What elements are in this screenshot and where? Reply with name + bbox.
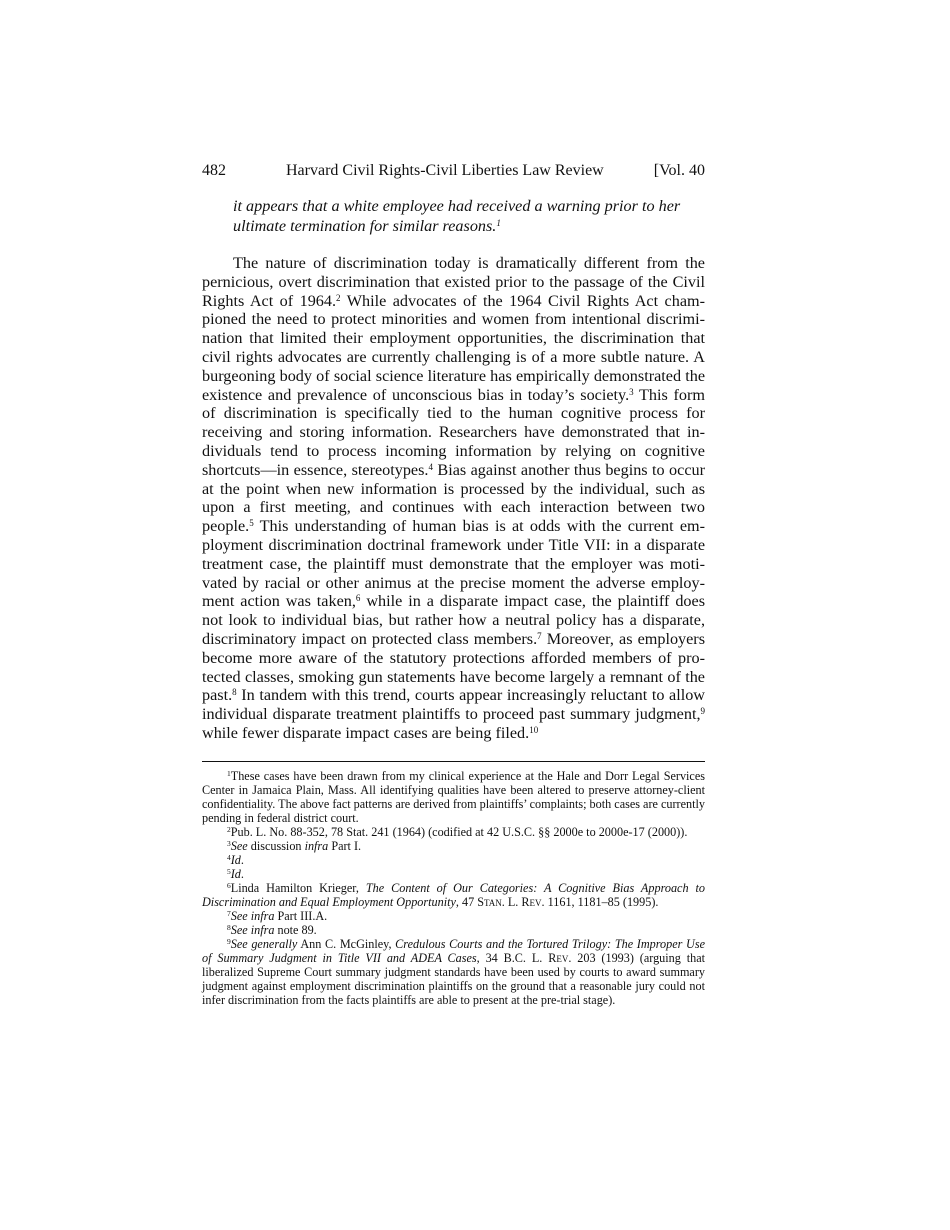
body-sentence: Bias against another thus begins to occur at the point when new information is processed by the individual, such as upon a first meeting, and continues with each interaction between two people. bbox=[202, 460, 705, 536]
footnote-2 bbox=[202, 825, 705, 839]
signal: Id bbox=[230, 867, 241, 882]
footnote-title: Credulous Courts and the Tortured Trilogy: The Improper Use of Summary Judgment in Title VII and ADEA Cases bbox=[202, 937, 706, 966]
footnote-number: 9 bbox=[227, 937, 231, 947]
block-quote bbox=[233, 196, 683, 236]
footnote-9 bbox=[202, 937, 705, 1007]
footnote-reporter: Stan. L. Rev. bbox=[477, 895, 545, 910]
footnote-text: Pub. L. No. 88-352, 78 Stat. 241 (1964) (codified at 42 U.S.C. §§ 2000e to 2000e-17 (2000)). bbox=[230, 825, 688, 840]
footnote-ref: 4 bbox=[428, 461, 433, 472]
footnote-5 bbox=[202, 867, 705, 881]
footnote-author: Ann C. McGinley, bbox=[297, 937, 396, 952]
footnote-number: 6 bbox=[227, 881, 231, 891]
footnote-divider bbox=[202, 761, 705, 763]
footnote-text: note 89. bbox=[274, 923, 317, 938]
footnote-number: 5 bbox=[227, 867, 231, 877]
footnote-number: 2 bbox=[227, 825, 231, 835]
volume-label: [Vol. 40 bbox=[653, 162, 705, 179]
footnote-text: , 34 B.C. L. bbox=[476, 951, 549, 966]
footnote-number: 8 bbox=[227, 923, 231, 933]
footnote-ref: 5 bbox=[249, 518, 254, 529]
footnote-text: Part I. bbox=[328, 839, 362, 854]
signal: infra bbox=[304, 839, 329, 854]
footnote-text: , 47 bbox=[455, 895, 478, 910]
footnote-6 bbox=[202, 881, 705, 909]
footnote-reporter: Rev. bbox=[548, 951, 572, 966]
signal: See infra bbox=[230, 909, 275, 924]
journal-title: Harvard Civil Rights-Civil Liberties Law Review bbox=[286, 162, 604, 179]
footnote-text: 1161, 1181–85 (1995). bbox=[544, 895, 659, 910]
body-sentence: while fewer disparate impact cases are being filed. bbox=[202, 723, 530, 742]
footnote-1 bbox=[202, 769, 705, 825]
footnotes bbox=[202, 769, 705, 1007]
footnote-text: Part III.A. bbox=[274, 909, 328, 924]
footnote-3 bbox=[202, 839, 705, 853]
body-sentence: In tandem with this trend, courts appear increasingly reluctant to allow individual disparate treatment plaintiffs to proceed past summary judgment, bbox=[202, 686, 705, 724]
footnote-number: 3 bbox=[227, 839, 231, 849]
footnote-ref: 3 bbox=[629, 386, 634, 397]
footnote-text: . bbox=[240, 853, 244, 868]
footnote-4 bbox=[202, 853, 705, 867]
page bbox=[202, 160, 705, 1007]
footnote-ref: 10 bbox=[529, 724, 539, 735]
footnote-ref: 1 bbox=[496, 218, 501, 228]
page-number: 482 bbox=[202, 162, 226, 179]
footnote-ref: 6 bbox=[355, 593, 361, 604]
signal: See generally bbox=[230, 937, 298, 952]
footnote-ref: 8 bbox=[232, 687, 237, 698]
footnote-number: 1 bbox=[227, 769, 231, 779]
body-sentence: The nature of discrimination today is dramatically different from the pernicious, overt discrimination that existed prior to the passage of the Civil Rights Act of 1964. bbox=[202, 254, 705, 310]
footnote-number: 7 bbox=[227, 909, 231, 919]
quote-text: it appears that a white employee had received a warning prior to her ultimate termination for similar reasons. bbox=[233, 197, 681, 235]
footnote-ref: 7 bbox=[537, 630, 542, 641]
body-sentence: While advocates of the 1964 Civil Rights Act championed the need to protect minorities and women from intentional discrimination that limited their employment opportunities, the discrimination that civil rights advocates are currently challenging is of a more subtle nature. A burgeoning body of social science literature has empirically demonstrated the existence and prevalence of unconscious bias in today’s society. bbox=[202, 291, 705, 404]
footnote-text: discussion bbox=[247, 839, 305, 854]
signal: Id bbox=[230, 853, 241, 868]
footnote-text: 203 (1993) (arguing that liberalized Supreme Court summary judgment standards have been used by courts to award summary judgment against employment discrimination plaintiffs on the ground that a reasonable jury could not infer discrimination from the facts plaintiffs are able to present at the pre-trial stage). bbox=[202, 951, 705, 1008]
footnote-text: . bbox=[240, 867, 244, 882]
footnote-author: Linda Hamilton Krieger, bbox=[230, 881, 366, 896]
body-sentence: This understanding of human bias is at odds with the current employment discrimination doctrinal framework under Title VII: in a disparate treatment case, the plaintiff must demonstrate that the employer was motivated by racial or other animus at the precise moment the adverse employment action was taken, bbox=[202, 517, 705, 611]
signal: See bbox=[230, 839, 248, 854]
body-sentence: Moreover, as employers become more aware of the statutory protections afforded members of protected classes, smoking gun statements have become largely a remnant of the past. bbox=[202, 629, 706, 705]
body-sentence: This form of discrimination is specifically tied to the human cognitive process for receiving and storing information. Researchers have demonstrated that individuals tend to process incoming information by relying on cognitive shortcuts—in essence, stereotypes. bbox=[202, 385, 705, 479]
body-paragraph bbox=[202, 254, 705, 743]
signal: See infra bbox=[230, 923, 275, 938]
footnote-number: 4 bbox=[227, 853, 231, 863]
footnote-ref: 9 bbox=[700, 706, 705, 717]
footnote-7 bbox=[202, 909, 705, 923]
footnote-ref: 2 bbox=[336, 292, 341, 303]
footnote-title: The Content of Our Categories: A Cognitive Bias Approach to Discrimination and Equal Employment Opportunity bbox=[202, 881, 705, 910]
footnote-text: These cases have been drawn from my clinical experience at the Hale and Dorr Legal Services Center in Jamaica Plain, Mass. All identifying qualities have been altered to preserve attorney-client confidentiality. The above fact patterns are derived from plaintiffs’ complaints; both cases are currently pending in federal district court. bbox=[202, 769, 705, 826]
footnote-8 bbox=[202, 923, 705, 937]
running-header bbox=[202, 160, 705, 182]
body-sentence: while in a disparate impact case, the plaintiff does not look to individual bias, but rather how a neutral policy has a disparate, discriminatory impact on protected class members. bbox=[202, 592, 705, 648]
